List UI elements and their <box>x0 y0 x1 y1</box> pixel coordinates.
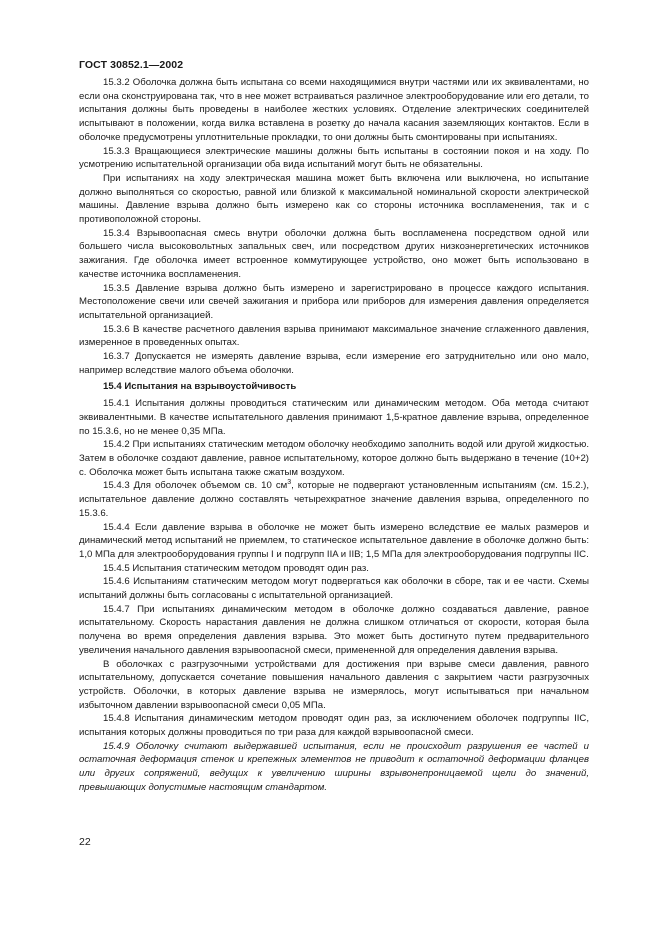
paragraph-15-3-2: 15.3.2 Оболочка должна быть испытана со всеми находящимися внутри частями или их эквивалентами, но если она сконструирована так, что в нее может встраиваться различное электрооборудование или его детали, то испытания должны быть проведены в наиболее жестких условиях. Отделение электрических соединителей испытывают в положении, когда вилка вставлена в розетку до начала касания заземляющих контактов. Если в оболочке предусмотрены уплотнительные прокладки, то они должны быть смонтированы при испытаниях. <box>79 77 589 143</box>
paragraph-15-4-3-start: 15.4.3 Для оболочек объемом св. 10 см <box>103 480 288 492</box>
paragraph-relief-devices: В оболочках с разгрузочными устройствами для достижения при взрыве смеси давления, равного испытательному, допускается сочетание повышения начального давления с закрытием части разгрузочных устройств. Оболочки, в которых давление взрыва не измерялось, могут испытываться при начальном избыточном давлении взрывоопасной смеси 0,05 МПа. <box>79 658 589 711</box>
paragraph-15-3-5: 15.3.5 Давление взрыва должно быть измерено и зарегистрировано в процессе каждого испытания. Местоположение свечи или свечей зажигания и прибора или приборов для измерения давления определяется испытательной организацией. <box>79 282 589 321</box>
paragraph-15-4-8: 15.4.8 Испытания динамическим методом проводят один раз, за исключением оболочек подгруппы IIC, испытания которых должны проводиться по три раза для каждой взрывоопасной смеси. <box>79 713 589 739</box>
paragraph-15-4-7: 15.4.7 При испытаниях динамическим методом в оболочке должно создаваться давление, равное испытательному. Скорость нарастания давления не должна слишком отличаться от скорости, которая была получена во время определения давления взрыва. Это может быть достигнуто путем предварительного увеличения начального давления взрывоопасной смеси, примененной для определения давления взрыва. <box>79 603 589 656</box>
section-heading-15-4: 15.4 Испытания на взрывоустойчивость <box>103 381 297 393</box>
paragraph-15-4-6: 15.4.6 Испытаниям статическим методом могут подвергаться как оболочки в сборе, так и ее части. Схемы испытаний должны быть согласованы с испытательной организацией. <box>79 576 589 602</box>
paragraph-15-4-2: 15.4.2 При испытаниях статическим методом оболочку необходимо заполнить водой или другой жидкостью. Затем в оболочке создают давление, равное испытательному, которое должно быть выдержано в течение (10+2) с. Оболочка может быть испытана также сжатым воздухом. <box>79 439 589 478</box>
paragraph-15-4-9: 15.4.9 Оболочку считают выдержавшей испытания, если не происходит разрушения ее частей и остаточная деформация стенок и крепежных элементов не приводит к остаточной деформации фланцев или других сопряжений, ведущих к увеличению ширины взрывонепроницаемой щели до значений, превышающих допустимые настоящим стандартом. <box>79 740 589 793</box>
page-number: 22 <box>79 836 91 848</box>
paragraph-16-3-7: 16.3.7 Допускается не измерять давление взрыва, если измерение его затруднительно или оно мало, например вследствие малого объема оболочки. <box>79 351 589 376</box>
paragraph-15-3-4: 15.3.4 Взрывоопасная смесь внутри оболочки должна быть воспламенена посредством одной или большего числа высоковольтных запальных свеч, или посредством других низкоэнергетических источников зажигания. Где оболочка имеет встроенное коммутирующее устройство, оно может быть использовано в качестве источника воспламенения. <box>79 227 589 280</box>
paragraph-15-4-4: 15.4.4 Если давление взрыва в оболочке не может быть измерено вследствие ее малых размеров и динамический метод испытаний не приемлем, то статическое испытательное давление в оболочке должно быть: 1,0 МПа для электрооборудования группы I и подгрупп IIA и IIB; 1,5 МПа для электрооборудования подгруппы IIC. <box>79 521 589 560</box>
paragraph-15-4-3-end: , которые не подвергают установленным испытаниям (см. 15.2.), испытательное давление должно составлять четырехкратное значение давления взрыва, определенного по 15.3.6. <box>79 480 589 519</box>
paragraph-15-3-3: 15.3.3 Вращающиеся электрические машины должны быть испытаны в состоянии покоя и на ходу. По усмотрению испытательной организации оба вида испытаний могут быть не обязательны. <box>79 145 589 171</box>
cubic-superscript: 3 <box>287 479 292 487</box>
paragraph-15-4-1: 15.4.1 Испытания должны проводиться статическим или динамическим методом. Оба метода считают эквивалентными. В качестве испытательного давления принимают 1,5-кратное давление взрыва, определенное по 15.3.6, но не менее 0,35 МПа. <box>79 398 589 437</box>
paragraph-15-3-6: 15.3.6 В качестве расчетного давления взрыва принимают максимальное значение сглаженного давления, измеренное в проведенных опытах. <box>79 323 589 349</box>
paragraph-15-4-3 <box>79 479 589 520</box>
document-body <box>79 76 589 795</box>
document-header: ГОСТ 30852.1—2002 <box>79 59 184 71</box>
paragraph-running-test: При испытаниях на ходу электрическая машина может быть включена или выключена, но испытание должно выполняться со скоростью, равной или близкой к максимальной номинальной скорости электрической машины. Давление взрыва должно быть измерено как со стороны источника воспламенения, так и с противоположной стороны. <box>79 172 589 226</box>
paragraph-15-4-5: 15.4.5 Испытания статическим методом проводят один раз. <box>103 562 369 574</box>
